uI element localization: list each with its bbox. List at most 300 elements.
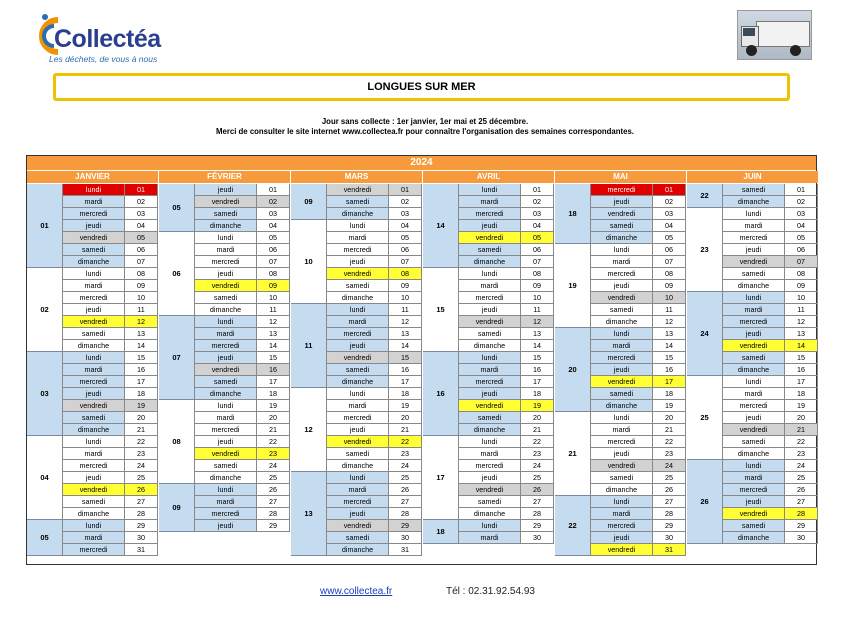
day-number: 06 bbox=[652, 244, 686, 256]
weekday-name: samedi bbox=[194, 376, 256, 388]
weekday-name: dimanche bbox=[590, 316, 652, 328]
weekday-name: samedi bbox=[722, 352, 784, 364]
note-line-2: Merci de consulter le site internet www.collectea.fr pour connaître l'organisation des semaines correspondantes. bbox=[216, 127, 634, 136]
day-number: 25 bbox=[784, 472, 818, 484]
weekday-name: dimanche bbox=[62, 256, 124, 268]
weekday-name: dimanche bbox=[722, 532, 784, 544]
weekday-name: lundi bbox=[590, 328, 652, 340]
weekday-name: jeudi bbox=[590, 364, 652, 376]
day-number: 02 bbox=[652, 196, 686, 208]
day-number: 22 bbox=[520, 436, 554, 448]
weekday-name: samedi bbox=[326, 196, 388, 208]
day-number: 19 bbox=[520, 400, 554, 412]
day-number: 21 bbox=[784, 424, 818, 436]
logo-tagline: Les déchets, de vous à nous bbox=[49, 54, 158, 64]
weekday-name: jeudi bbox=[62, 472, 124, 484]
weekday-name: samedi bbox=[590, 220, 652, 232]
day-number: 23 bbox=[652, 448, 686, 460]
day-number: 11 bbox=[124, 304, 158, 316]
weekday-name: mercredi bbox=[62, 292, 124, 304]
weekday-name: mercredi bbox=[722, 400, 784, 412]
day-number: 12 bbox=[256, 316, 290, 328]
phone-number: Tél : 02.31.92.54.93 bbox=[446, 586, 535, 597]
weekday-name: mardi bbox=[458, 280, 520, 292]
day-number: 19 bbox=[652, 400, 686, 412]
weekday-name: vendredi bbox=[458, 316, 520, 328]
day-number: 19 bbox=[256, 400, 290, 412]
weekday-name: samedi bbox=[326, 448, 388, 460]
weekday-name: mardi bbox=[458, 448, 520, 460]
day-number: 25 bbox=[124, 472, 158, 484]
weekday-name: mardi bbox=[458, 532, 520, 544]
weekday-name: dimanche bbox=[326, 208, 388, 220]
day-number: 20 bbox=[124, 412, 158, 424]
weekday-name: jeudi bbox=[458, 304, 520, 316]
weekday-name: mercredi bbox=[590, 184, 652, 196]
day-number: 18 bbox=[652, 388, 686, 400]
day-number: 07 bbox=[784, 256, 818, 268]
week-number: 21 bbox=[555, 412, 590, 496]
day-number: 06 bbox=[784, 244, 818, 256]
weekday-name: samedi bbox=[194, 460, 256, 472]
day-number: 26 bbox=[652, 484, 686, 496]
weekday-name: lundi bbox=[326, 472, 388, 484]
day-number: 29 bbox=[388, 520, 422, 532]
weekday-name: lundi bbox=[194, 316, 256, 328]
weekday-name: jeudi bbox=[62, 388, 124, 400]
day-number: 28 bbox=[124, 508, 158, 520]
weekday-name: mardi bbox=[194, 496, 256, 508]
day-number: 10 bbox=[784, 292, 818, 304]
day-number: 02 bbox=[388, 196, 422, 208]
week-number: 25 bbox=[687, 376, 722, 460]
day-number: 13 bbox=[652, 328, 686, 340]
weekday-name: jeudi bbox=[458, 472, 520, 484]
day-number: 15 bbox=[388, 352, 422, 364]
day-number: 09 bbox=[652, 280, 686, 292]
day-number: 16 bbox=[256, 364, 290, 376]
day-number: 20 bbox=[784, 412, 818, 424]
day-number: 09 bbox=[124, 280, 158, 292]
day-number: 01 bbox=[124, 184, 158, 196]
week-number: 17 bbox=[423, 436, 458, 520]
day-number: 22 bbox=[388, 436, 422, 448]
day-number: 10 bbox=[124, 292, 158, 304]
day-number: 13 bbox=[256, 328, 290, 340]
day-number: 16 bbox=[124, 364, 158, 376]
weekday-name: lundi bbox=[62, 184, 124, 196]
day-number: 16 bbox=[652, 364, 686, 376]
weekday-name: dimanche bbox=[194, 304, 256, 316]
weekday-name: mardi bbox=[722, 304, 784, 316]
day-number: 18 bbox=[784, 388, 818, 400]
day-number: 20 bbox=[388, 412, 422, 424]
day-number: 22 bbox=[256, 436, 290, 448]
day-number: 27 bbox=[784, 496, 818, 508]
day-number: 13 bbox=[388, 328, 422, 340]
week-number: 01 bbox=[27, 184, 62, 268]
day-number: 10 bbox=[256, 292, 290, 304]
weekday-name: vendredi bbox=[590, 544, 652, 556]
month-header-0: JANVIER bbox=[27, 171, 158, 183]
day-number: 12 bbox=[388, 316, 422, 328]
day-number: 15 bbox=[124, 352, 158, 364]
weekday-name: dimanche bbox=[722, 280, 784, 292]
day-number: 01 bbox=[520, 184, 554, 196]
weekday-name: vendredi bbox=[458, 232, 520, 244]
day-number: 08 bbox=[124, 268, 158, 280]
week-number: 12 bbox=[291, 388, 326, 472]
day-number: 08 bbox=[520, 268, 554, 280]
weekday-name: dimanche bbox=[722, 448, 784, 460]
weekday-name: dimanche bbox=[326, 544, 388, 556]
day-number: 04 bbox=[388, 220, 422, 232]
weekday-name: samedi bbox=[590, 472, 652, 484]
weekday-name: mercredi bbox=[722, 316, 784, 328]
month-header-5: JUIN bbox=[687, 171, 818, 183]
day-number: 14 bbox=[388, 340, 422, 352]
weekday-name: mardi bbox=[62, 448, 124, 460]
weekday-name: vendredi bbox=[62, 316, 124, 328]
weekday-name: jeudi bbox=[326, 340, 388, 352]
day-number: 17 bbox=[784, 376, 818, 388]
weekday-name: mardi bbox=[590, 424, 652, 436]
weekday-name: vendredi bbox=[326, 436, 388, 448]
weekday-name: mercredi bbox=[326, 328, 388, 340]
day-number: 13 bbox=[124, 328, 158, 340]
weekday-name: samedi bbox=[722, 520, 784, 532]
weekday-name: dimanche bbox=[326, 292, 388, 304]
day-number: 21 bbox=[652, 424, 686, 436]
weekday-name: dimanche bbox=[194, 472, 256, 484]
day-number: 24 bbox=[256, 460, 290, 472]
day-number: 03 bbox=[124, 208, 158, 220]
weekday-name: vendredi bbox=[590, 208, 652, 220]
weekday-name: mercredi bbox=[458, 292, 520, 304]
day-number: 28 bbox=[652, 508, 686, 520]
day-number: 05 bbox=[784, 232, 818, 244]
weekday-name: lundi bbox=[326, 220, 388, 232]
day-number: 28 bbox=[256, 508, 290, 520]
weekday-name: mardi bbox=[590, 508, 652, 520]
weekday-name: samedi bbox=[326, 280, 388, 292]
day-number: 08 bbox=[784, 268, 818, 280]
day-number: 04 bbox=[652, 220, 686, 232]
day-number: 31 bbox=[388, 544, 422, 556]
weekday-name: mercredi bbox=[62, 208, 124, 220]
weekday-name: dimanche bbox=[194, 388, 256, 400]
weekday-name: dimanche bbox=[458, 424, 520, 436]
weekday-name: dimanche bbox=[458, 340, 520, 352]
weekday-name: samedi bbox=[62, 412, 124, 424]
day-number: 21 bbox=[520, 424, 554, 436]
day-number: 24 bbox=[124, 460, 158, 472]
weekday-name: vendredi bbox=[722, 508, 784, 520]
day-number: 08 bbox=[256, 268, 290, 280]
week-number: 09 bbox=[291, 184, 326, 220]
weekday-name: jeudi bbox=[62, 304, 124, 316]
day-number: 16 bbox=[388, 364, 422, 376]
day-number: 21 bbox=[256, 424, 290, 436]
weekday-name: samedi bbox=[326, 364, 388, 376]
weekday-name: samedi bbox=[722, 184, 784, 196]
weekday-name: mercredi bbox=[62, 460, 124, 472]
day-number: 22 bbox=[652, 436, 686, 448]
weekday-name: vendredi bbox=[722, 256, 784, 268]
weekday-name: mercredi bbox=[194, 340, 256, 352]
page-title: LONGUES SUR MER bbox=[53, 73, 790, 101]
collection-notes bbox=[0, 117, 850, 137]
day-number: 13 bbox=[520, 328, 554, 340]
week-number: 23 bbox=[687, 208, 722, 292]
weekday-name: samedi bbox=[326, 532, 388, 544]
truck-photo bbox=[737, 10, 812, 60]
day-number: 09 bbox=[520, 280, 554, 292]
weekday-name: samedi bbox=[194, 208, 256, 220]
day-number: 12 bbox=[124, 316, 158, 328]
day-number: 26 bbox=[784, 484, 818, 496]
weekday-name: lundi bbox=[62, 352, 124, 364]
weekday-name: lundi bbox=[722, 208, 784, 220]
day-number: 23 bbox=[388, 448, 422, 460]
day-number: 19 bbox=[124, 400, 158, 412]
day-number: 15 bbox=[256, 352, 290, 364]
weekday-name: samedi bbox=[590, 304, 652, 316]
day-number: 29 bbox=[652, 520, 686, 532]
weekday-name: lundi bbox=[722, 292, 784, 304]
weekday-name: mardi bbox=[62, 364, 124, 376]
website-link[interactable]: www.collectea.fr bbox=[320, 586, 393, 597]
collectea-logo bbox=[34, 12, 174, 64]
day-number: 24 bbox=[388, 460, 422, 472]
day-number: 14 bbox=[652, 340, 686, 352]
weekday-name: mardi bbox=[62, 196, 124, 208]
weekday-name: samedi bbox=[62, 496, 124, 508]
day-number: 17 bbox=[388, 376, 422, 388]
day-number: 23 bbox=[256, 448, 290, 460]
day-number: 18 bbox=[520, 388, 554, 400]
weekday-name: vendredi bbox=[590, 376, 652, 388]
day-number: 12 bbox=[520, 316, 554, 328]
weekday-name: dimanche bbox=[590, 484, 652, 496]
day-number: 06 bbox=[256, 244, 290, 256]
weekday-name: samedi bbox=[194, 292, 256, 304]
weekday-name: mercredi bbox=[326, 412, 388, 424]
day-number: 24 bbox=[520, 460, 554, 472]
week-number: 22 bbox=[687, 184, 722, 208]
day-number: 13 bbox=[784, 328, 818, 340]
weekday-name: jeudi bbox=[590, 280, 652, 292]
weekday-name: mardi bbox=[722, 220, 784, 232]
day-number: 30 bbox=[388, 532, 422, 544]
weekday-name: mardi bbox=[194, 328, 256, 340]
weekday-name: vendredi bbox=[458, 484, 520, 496]
week-number: 18 bbox=[423, 520, 458, 544]
weekday-name: mercredi bbox=[326, 496, 388, 508]
weekday-name: lundi bbox=[590, 412, 652, 424]
day-number: 23 bbox=[124, 448, 158, 460]
day-number: 09 bbox=[784, 280, 818, 292]
weekday-name: mardi bbox=[326, 484, 388, 496]
day-number: 30 bbox=[652, 532, 686, 544]
week-number: 02 bbox=[27, 268, 62, 352]
month-header-1: FÉVRIER bbox=[159, 171, 290, 183]
day-number: 27 bbox=[256, 496, 290, 508]
week-number: 06 bbox=[159, 232, 194, 316]
week-number: 19 bbox=[555, 244, 590, 328]
day-number: 02 bbox=[520, 196, 554, 208]
weekday-name: vendredi bbox=[62, 400, 124, 412]
day-number: 10 bbox=[388, 292, 422, 304]
day-number: 06 bbox=[124, 244, 158, 256]
week-number: 15 bbox=[423, 268, 458, 352]
day-number: 20 bbox=[256, 412, 290, 424]
day-number: 30 bbox=[520, 532, 554, 544]
weekday-name: vendredi bbox=[326, 268, 388, 280]
weekday-name: lundi bbox=[62, 436, 124, 448]
weekday-name: mardi bbox=[326, 400, 388, 412]
weekday-name: dimanche bbox=[194, 220, 256, 232]
weekday-name: mercredi bbox=[458, 208, 520, 220]
day-number: 20 bbox=[652, 412, 686, 424]
weekday-name: jeudi bbox=[458, 388, 520, 400]
weekday-name: samedi bbox=[458, 412, 520, 424]
day-number: 03 bbox=[256, 208, 290, 220]
day-number: 02 bbox=[256, 196, 290, 208]
weekday-name: samedi bbox=[62, 328, 124, 340]
week-number: 14 bbox=[423, 184, 458, 268]
day-number: 25 bbox=[652, 472, 686, 484]
day-number: 06 bbox=[388, 244, 422, 256]
weekday-name: mardi bbox=[458, 196, 520, 208]
month-header-3: AVRIL bbox=[423, 171, 554, 183]
day-number: 03 bbox=[652, 208, 686, 220]
weekday-name: jeudi bbox=[590, 448, 652, 460]
day-number: 27 bbox=[520, 496, 554, 508]
day-number: 10 bbox=[652, 292, 686, 304]
day-number: 01 bbox=[784, 184, 818, 196]
day-number: 28 bbox=[388, 508, 422, 520]
day-number: 21 bbox=[388, 424, 422, 436]
day-number: 11 bbox=[388, 304, 422, 316]
weekday-name: mardi bbox=[722, 472, 784, 484]
weekday-name: mardi bbox=[590, 256, 652, 268]
day-number: 11 bbox=[652, 304, 686, 316]
week-number: 03 bbox=[27, 352, 62, 436]
week-number: 16 bbox=[423, 352, 458, 436]
week-number: 20 bbox=[555, 328, 590, 412]
weekday-name: vendredi bbox=[194, 448, 256, 460]
day-number: 03 bbox=[388, 208, 422, 220]
day-number: 07 bbox=[388, 256, 422, 268]
day-number: 17 bbox=[256, 376, 290, 388]
weekday-name: dimanche bbox=[590, 400, 652, 412]
weekday-name: jeudi bbox=[194, 520, 256, 532]
weekday-name: jeudi bbox=[326, 256, 388, 268]
day-number: 11 bbox=[520, 304, 554, 316]
weekday-name: mercredi bbox=[590, 520, 652, 532]
month-header-2: MARS bbox=[291, 171, 422, 183]
week-number: 10 bbox=[291, 220, 326, 304]
day-number: 26 bbox=[388, 484, 422, 496]
day-number: 06 bbox=[520, 244, 554, 256]
weekday-name: mercredi bbox=[458, 460, 520, 472]
day-number: 16 bbox=[784, 364, 818, 376]
day-number: 14 bbox=[784, 340, 818, 352]
weekday-name: dimanche bbox=[458, 508, 520, 520]
weekday-name: lundi bbox=[458, 184, 520, 196]
weekday-name: jeudi bbox=[194, 184, 256, 196]
day-number: 23 bbox=[520, 448, 554, 460]
weekday-name: vendredi bbox=[590, 460, 652, 472]
weekday-name: jeudi bbox=[62, 220, 124, 232]
weekday-name: vendredi bbox=[458, 400, 520, 412]
weekday-name: jeudi bbox=[722, 496, 784, 508]
day-number: 25 bbox=[388, 472, 422, 484]
day-number: 27 bbox=[124, 496, 158, 508]
weekday-name: mercredi bbox=[722, 484, 784, 496]
weekday-name: jeudi bbox=[722, 328, 784, 340]
weekday-name: lundi bbox=[458, 352, 520, 364]
day-number: 04 bbox=[124, 220, 158, 232]
day-number: 05 bbox=[388, 232, 422, 244]
day-number: 30 bbox=[124, 532, 158, 544]
week-number: 08 bbox=[159, 400, 194, 484]
weekday-name: samedi bbox=[458, 496, 520, 508]
week-number: 04 bbox=[27, 436, 62, 520]
weekday-name: mardi bbox=[62, 280, 124, 292]
day-number: 27 bbox=[388, 496, 422, 508]
weekday-name: lundi bbox=[722, 376, 784, 388]
day-number: 29 bbox=[520, 520, 554, 532]
weekday-name: lundi bbox=[194, 232, 256, 244]
day-number: 02 bbox=[784, 196, 818, 208]
week-number: 13 bbox=[291, 472, 326, 556]
weekday-name: vendredi bbox=[62, 484, 124, 496]
calendar-table bbox=[26, 155, 817, 565]
day-number: 17 bbox=[520, 376, 554, 388]
weekday-name: samedi bbox=[722, 268, 784, 280]
day-number: 05 bbox=[520, 232, 554, 244]
day-number: 26 bbox=[520, 484, 554, 496]
weekday-name: mercredi bbox=[194, 424, 256, 436]
weekday-name: mercredi bbox=[194, 508, 256, 520]
day-number: 28 bbox=[784, 508, 818, 520]
day-number: 23 bbox=[784, 448, 818, 460]
day-number: 18 bbox=[124, 388, 158, 400]
day-number: 02 bbox=[124, 196, 158, 208]
week-number: 07 bbox=[159, 316, 194, 400]
day-number: 11 bbox=[256, 304, 290, 316]
weekday-name: mercredi bbox=[722, 232, 784, 244]
weekday-name: vendredi bbox=[194, 280, 256, 292]
day-number: 14 bbox=[256, 340, 290, 352]
weekday-name: lundi bbox=[326, 304, 388, 316]
weekday-name: lundi bbox=[722, 460, 784, 472]
day-number: 03 bbox=[520, 208, 554, 220]
day-number: 09 bbox=[256, 280, 290, 292]
weekday-name: jeudi bbox=[722, 244, 784, 256]
weekday-name: vendredi bbox=[326, 184, 388, 196]
weekday-name: mardi bbox=[62, 532, 124, 544]
day-number: 16 bbox=[520, 364, 554, 376]
day-number: 17 bbox=[124, 376, 158, 388]
weekday-name: jeudi bbox=[590, 532, 652, 544]
day-number: 25 bbox=[256, 472, 290, 484]
day-number: 01 bbox=[652, 184, 686, 196]
weekday-name: lundi bbox=[194, 484, 256, 496]
weekday-name: vendredi bbox=[590, 292, 652, 304]
